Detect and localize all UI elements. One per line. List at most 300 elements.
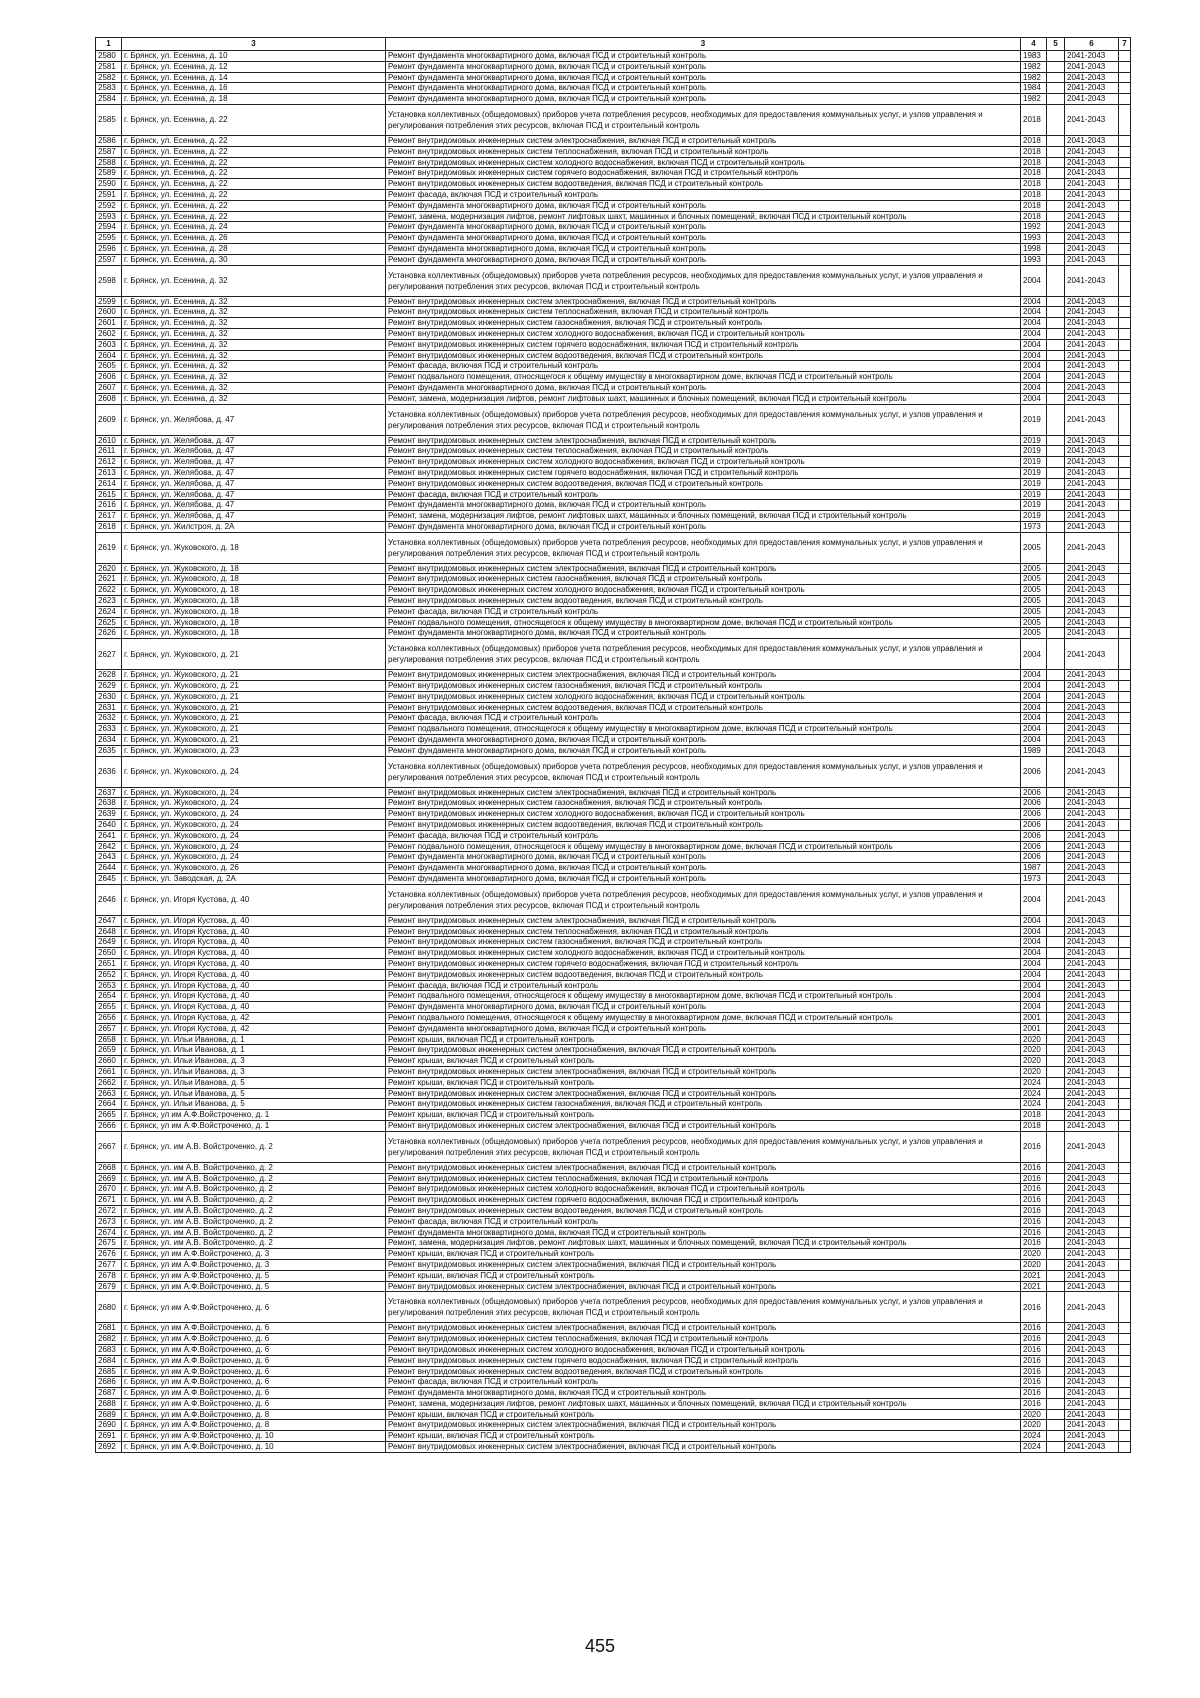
row-number-cell: 2581 (96, 61, 122, 72)
row-number-cell: 2639 (96, 809, 122, 820)
address-cell: г. Брянск, ул. Есенина, д. 22 (122, 104, 386, 135)
year-cell: 2016 (1021, 1173, 1047, 1184)
work-type-cell: Ремонт внутридомовых инженерных систем холодного водоснабжения, включая ПСД и строительный контроль (386, 809, 1021, 820)
col-7-cell (1119, 189, 1131, 200)
col-5-cell (1047, 1205, 1065, 1216)
year-cell: 2004 (1021, 382, 1047, 393)
address-cell: г. Брянск, ул. им А.В. Войстроченко, д. 2 (122, 1205, 386, 1216)
year-cell: 2016 (1021, 1377, 1047, 1388)
table-row (96, 863, 1131, 874)
year-cell: 1982 (1021, 94, 1047, 105)
year-cell: 2005 (1021, 606, 1047, 617)
address-cell: г. Брянск, ул. Есенина, д. 12 (122, 61, 386, 72)
work-type-cell: Ремонт внутридомовых инженерных систем холодного водоснабжения, включая ПСД и строительный контроль (386, 157, 1021, 168)
table-row (96, 1355, 1131, 1366)
col-7-cell (1119, 83, 1131, 94)
table-row (96, 478, 1131, 489)
period-cell: 2041-2043 (1065, 1034, 1119, 1045)
period-cell: 2041-2043 (1065, 574, 1119, 585)
address-cell: г. Брянск, ул. Желябова, д. 47 (122, 404, 386, 435)
period-cell: 2041-2043 (1065, 382, 1119, 393)
col-7-cell (1119, 724, 1131, 735)
col-7-cell (1119, 339, 1131, 350)
col-5-cell (1047, 393, 1065, 404)
year-cell: 2020 (1021, 1259, 1047, 1270)
address-cell: г. Брянск, ул. Жуковского, д. 18 (122, 596, 386, 607)
address-cell: г. Брянск, ул. Желябова, д. 47 (122, 489, 386, 500)
col-5-cell (1047, 991, 1065, 1002)
work-type-cell: Ремонт фасада, включая ПСД и строительный контроль (386, 980, 1021, 991)
period-cell: 2041-2043 (1065, 670, 1119, 681)
col-7-cell (1119, 1238, 1131, 1249)
period-cell: 2041-2043 (1065, 1162, 1119, 1173)
work-type-cell: Ремонт фундамента многоквартирного дома, включая ПСД и строительный контроль (386, 874, 1021, 885)
year-cell: 1984 (1021, 83, 1047, 94)
table-row (96, 884, 1131, 915)
row-number-cell: 2612 (96, 457, 122, 468)
row-number-cell: 2583 (96, 83, 122, 94)
col-7-cell (1119, 959, 1131, 970)
address-cell: г. Брянск, ул. Есенина, д. 22 (122, 211, 386, 222)
address-cell: г. Брянск, ул. Жуковского, д. 18 (122, 532, 386, 563)
address-cell: г. Брянск, ул. Есенина, д. 26 (122, 233, 386, 244)
col-7-cell (1119, 1388, 1131, 1399)
work-type-cell: Ремонт внутридомовых инженерных систем электроснабжения, включая ПСД и строительный контроль (386, 915, 1021, 926)
period-cell: 2041-2043 (1065, 265, 1119, 296)
address-cell: г. Брянск, ул. им А.В. Войстроченко, д. 2 (122, 1131, 386, 1162)
address-cell: г. Брянск, ул. Ильи Иванова, д. 1 (122, 1034, 386, 1045)
col-5-cell (1047, 830, 1065, 841)
work-type-cell: Ремонт внутридомовых инженерных систем горячего водоснабжения, включая ПСД и строительный контроль (386, 339, 1021, 350)
address-cell: г. Брянск, ул. Есенина, д. 32 (122, 382, 386, 393)
col-5-cell (1047, 926, 1065, 937)
period-cell: 2041-2043 (1065, 1110, 1119, 1121)
col-7-cell (1119, 691, 1131, 702)
col-5-cell (1047, 318, 1065, 329)
row-number-cell: 2593 (96, 211, 122, 222)
period-cell: 2041-2043 (1065, 713, 1119, 724)
row-number-cell: 2630 (96, 691, 122, 702)
col-7-cell (1119, 1292, 1131, 1323)
work-type-cell: Ремонт внутридомовых инженерных систем газоснабжения, включая ПСД и строительный контроль (386, 798, 1021, 809)
col-7-cell (1119, 787, 1131, 798)
col-7-cell (1119, 521, 1131, 532)
col-7-cell (1119, 1120, 1131, 1131)
col-5-cell (1047, 1023, 1065, 1034)
address-cell: г. Брянск, ул им А.Ф.Войстроченко, д. 8 (122, 1420, 386, 1431)
col-7-cell (1119, 222, 1131, 233)
table-row (96, 254, 1131, 265)
address-cell: г. Брянск, ул. Жуковского, д. 24 (122, 841, 386, 852)
address-cell: г. Брянск, ул. Жуковского, д. 18 (122, 574, 386, 585)
table-row (96, 787, 1131, 798)
period-cell: 2041-2043 (1065, 1088, 1119, 1099)
table-row (96, 1366, 1131, 1377)
col-5-cell (1047, 511, 1065, 522)
col-5-cell (1047, 874, 1065, 885)
row-number-cell: 2597 (96, 254, 122, 265)
col-7-cell (1119, 969, 1131, 980)
table-row (96, 585, 1131, 596)
table-row (96, 1205, 1131, 1216)
address-cell: г. Брянск, ул. Ильи Иванова, д. 5 (122, 1088, 386, 1099)
year-cell: 2004 (1021, 702, 1047, 713)
col-7-cell (1119, 980, 1131, 991)
address-cell: г. Брянск, ул. Желябова, д. 47 (122, 511, 386, 522)
address-cell: г. Брянск, ул. Жуковского, д. 21 (122, 735, 386, 746)
year-cell: 1973 (1021, 521, 1047, 532)
col-5-cell (1047, 1366, 1065, 1377)
row-number-cell: 2683 (96, 1344, 122, 1355)
address-cell: г. Брянск, ул. Жуковского, д. 24 (122, 820, 386, 831)
col-5-cell (1047, 585, 1065, 596)
table-row (96, 318, 1131, 329)
period-cell: 2041-2043 (1065, 532, 1119, 563)
work-type-cell: Ремонт внутридомовых инженерных систем электроснабжения, включая ПСД и строительный контроль (386, 563, 1021, 574)
period-cell: 2041-2043 (1065, 969, 1119, 980)
address-cell: г. Брянск, ул. им А.В. Войстроченко, д. 2 (122, 1227, 386, 1238)
row-number-cell: 2614 (96, 478, 122, 489)
row-number-cell: 2613 (96, 467, 122, 478)
table-row (96, 639, 1131, 670)
col-7-cell (1119, 1099, 1131, 1110)
work-type-cell: Ремонт внутридомовых инженерных систем электроснабжения, включая ПСД и строительный контроль (386, 787, 1021, 798)
table-row (96, 681, 1131, 692)
row-number-cell: 2616 (96, 500, 122, 511)
work-type-cell: Ремонт фундамента многоквартирного дома, включая ПСД и строительный контроль (386, 94, 1021, 105)
work-type-cell: Установка коллективных (общедомовых) приборов учета потребления ресурсов, необходимых для предоставления коммунальных услуг, и узлов управления и регулирования потребления этих ресурсов, включая ПСД и строительный контроль (386, 639, 1021, 670)
row-number-cell: 2657 (96, 1023, 122, 1034)
work-type-cell: Ремонт фундамента многоквартирного дома, включая ПСД и строительный контроль (386, 745, 1021, 756)
address-cell: г. Брянск, ул. Есенина, д. 10 (122, 51, 386, 62)
address-cell: г. Брянск, ул. Есенина, д. 22 (122, 135, 386, 146)
table-row (96, 1249, 1131, 1260)
col-5-cell (1047, 296, 1065, 307)
address-cell: г. Брянск, ул. Игоря Кустова, д. 40 (122, 884, 386, 915)
row-number-cell: 2586 (96, 135, 122, 146)
col-5-cell (1047, 1173, 1065, 1184)
year-cell: 2016 (1021, 1344, 1047, 1355)
period-cell: 2041-2043 (1065, 361, 1119, 372)
table-row (96, 596, 1131, 607)
period-cell: 2041-2043 (1065, 1173, 1119, 1184)
col-7-cell (1119, 61, 1131, 72)
year-cell: 2006 (1021, 756, 1047, 787)
period-cell: 2041-2043 (1065, 863, 1119, 874)
work-type-cell: Ремонт крыши, включая ПСД и строительный контроль (386, 1270, 1021, 1281)
table-row (96, 265, 1131, 296)
col-7-cell (1119, 1344, 1131, 1355)
address-cell: г. Брянск, ул. им А.В. Войстроченко, д. 2 (122, 1216, 386, 1227)
work-type-cell: Ремонт внутридомовых инженерных систем горячего водоснабжения, включая ПСД и строительный контроль (386, 959, 1021, 970)
work-type-cell: Ремонт крыши, включая ПСД и строительный контроль (386, 1409, 1021, 1420)
table-row (96, 1323, 1131, 1334)
work-type-cell: Ремонт внутридомовых инженерных систем горячего водоснабжения, включая ПСД и строительный контроль (386, 168, 1021, 179)
year-cell: 2005 (1021, 596, 1047, 607)
work-type-cell: Ремонт внутридомовых инженерных систем горячего водоснабжения, включая ПСД и строительный контроль (386, 467, 1021, 478)
table-row (96, 1409, 1131, 1420)
col-5-cell (1047, 404, 1065, 435)
table-row (96, 1077, 1131, 1088)
col-7-cell (1119, 489, 1131, 500)
work-type-cell: Ремонт фундамента многоквартирного дома, включая ПСД и строительный контроль (386, 72, 1021, 83)
work-type-cell: Ремонт внутридомовых инженерных систем холодного водоснабжения, включая ПСД и строительный контроль (386, 1184, 1021, 1195)
page-number: 455 (584, 1636, 616, 1656)
period-cell: 2041-2043 (1065, 1344, 1119, 1355)
period-cell: 2041-2043 (1065, 1259, 1119, 1270)
col-7-cell (1119, 798, 1131, 809)
row-number-cell: 2610 (96, 435, 122, 446)
address-cell: г. Брянск, ул. Жуковского, д. 21 (122, 691, 386, 702)
table-row (96, 1120, 1131, 1131)
period-cell: 2041-2043 (1065, 233, 1119, 244)
row-number-cell: 2679 (96, 1281, 122, 1292)
work-type-cell: Ремонт внутридомовых инженерных систем теплоснабжения, включая ПСД и строительный контроль (386, 1173, 1021, 1184)
table-row (96, 606, 1131, 617)
period-cell: 2041-2043 (1065, 1431, 1119, 1442)
row-number-cell: 2654 (96, 991, 122, 1002)
row-number-cell: 2611 (96, 446, 122, 457)
row-number-cell: 2628 (96, 670, 122, 681)
year-cell: 2001 (1021, 1023, 1047, 1034)
table-row (96, 1388, 1131, 1399)
col-7-cell (1119, 1366, 1131, 1377)
table-row (96, 948, 1131, 959)
col-5-cell (1047, 1398, 1065, 1409)
year-cell: 2004 (1021, 713, 1047, 724)
address-cell: г. Брянск, ул. Игоря Кустова, д. 42 (122, 1023, 386, 1034)
work-type-cell: Ремонт внутридомовых инженерных систем газоснабжения, включая ПСД и строительный контроль (386, 318, 1021, 329)
col-5-cell (1047, 382, 1065, 393)
row-number-cell: 2582 (96, 72, 122, 83)
period-cell: 2041-2043 (1065, 596, 1119, 607)
address-cell: г. Брянск, ул им А.Ф.Войстроченко, д. 5 (122, 1281, 386, 1292)
year-cell: 2004 (1021, 724, 1047, 735)
row-number-cell: 2624 (96, 606, 122, 617)
work-type-cell: Ремонт внутридомовых инженерных систем теплоснабжения, включая ПСД и строительный контроль (386, 446, 1021, 457)
row-number-cell: 2649 (96, 937, 122, 948)
year-cell: 2004 (1021, 884, 1047, 915)
address-cell: г. Брянск, ул им А.Ф.Войстроченко, д. 6 (122, 1292, 386, 1323)
work-type-cell: Ремонт фундамента многоквартирного дома, включая ПСД и строительный контроль (386, 521, 1021, 532)
header-cell: 7 (1119, 38, 1131, 51)
table-row (96, 670, 1131, 681)
period-cell: 2041-2043 (1065, 104, 1119, 135)
table-header (96, 38, 1131, 51)
year-cell: 2006 (1021, 809, 1047, 820)
work-type-cell: Ремонт внутридомовых инженерных систем электроснабжения, включая ПСД и строительный контроль (386, 1162, 1021, 1173)
table-row (96, 841, 1131, 852)
row-number-cell: 2681 (96, 1323, 122, 1334)
row-number-cell: 2664 (96, 1099, 122, 1110)
row-number-cell: 2637 (96, 787, 122, 798)
col-5-cell (1047, 809, 1065, 820)
col-5-cell (1047, 1344, 1065, 1355)
col-7-cell (1119, 1077, 1131, 1088)
year-cell: 2019 (1021, 435, 1047, 446)
work-type-cell: Ремонт фундамента многоквартирного дома, включая ПСД и строительный контроль (386, 222, 1021, 233)
col-7-cell (1119, 1012, 1131, 1023)
row-number-cell: 2632 (96, 713, 122, 724)
address-cell: г. Брянск, ул. Есенина, д. 32 (122, 307, 386, 318)
table-row (96, 233, 1131, 244)
row-number-cell: 2661 (96, 1066, 122, 1077)
row-number-cell: 2645 (96, 874, 122, 885)
row-number-cell: 2667 (96, 1131, 122, 1162)
row-number-cell: 2589 (96, 168, 122, 179)
col-5-cell (1047, 361, 1065, 372)
year-cell: 2016 (1021, 1355, 1047, 1366)
table-row (96, 1270, 1131, 1281)
col-7-cell (1119, 307, 1131, 318)
work-type-cell: Ремонт крыши, включая ПСД и строительный контроль (386, 1249, 1021, 1260)
period-cell: 2041-2043 (1065, 681, 1119, 692)
period-cell: 2041-2043 (1065, 617, 1119, 628)
row-number-cell: 2603 (96, 339, 122, 350)
work-type-cell: Ремонт подвального помещения, относящегося к общему имуществу в многоквартирном доме, включая ПСД и строительный контроль (386, 372, 1021, 383)
table-row (96, 617, 1131, 628)
row-number-cell: 2684 (96, 1355, 122, 1366)
col-5-cell (1047, 863, 1065, 874)
row-number-cell: 2602 (96, 328, 122, 339)
address-cell: г. Брянск, ул. Желябова, д. 47 (122, 446, 386, 457)
row-number-cell: 2587 (96, 146, 122, 157)
period-cell: 2041-2043 (1065, 1377, 1119, 1388)
work-type-cell: Ремонт фундамента многоквартирного дома, включая ПСД и строительный контроль (386, 500, 1021, 511)
address-cell: г. Брянск, ул. Есенина, д. 32 (122, 361, 386, 372)
row-number-cell: 2666 (96, 1120, 122, 1131)
work-type-cell: Ремонт фундамента многоквартирного дома, включая ПСД и строительный контроль (386, 1227, 1021, 1238)
period-cell: 2041-2043 (1065, 72, 1119, 83)
year-cell: 2018 (1021, 157, 1047, 168)
work-type-cell: Ремонт внутридомовых инженерных систем теплоснабжения, включая ПСД и строительный контроль (386, 1334, 1021, 1345)
row-number-cell: 2636 (96, 756, 122, 787)
address-cell: г. Брянск, ул. Желябова, д. 47 (122, 500, 386, 511)
col-7-cell (1119, 318, 1131, 329)
year-cell: 2018 (1021, 168, 1047, 179)
year-cell: 2021 (1021, 1270, 1047, 1281)
period-cell: 2041-2043 (1065, 146, 1119, 157)
period-cell: 2041-2043 (1065, 1205, 1119, 1216)
table-row (96, 135, 1131, 146)
year-cell: 2019 (1021, 478, 1047, 489)
work-type-cell: Ремонт внутридомовых инженерных систем холодного водоснабжения, включая ПСД и строительный контроль (386, 328, 1021, 339)
year-cell: 2019 (1021, 446, 1047, 457)
address-cell: г. Брянск, ул. Жуковского, д. 21 (122, 724, 386, 735)
row-number-cell: 2662 (96, 1077, 122, 1088)
address-cell: г. Брянск, ул. Жуковского, д. 24 (122, 830, 386, 841)
work-type-cell: Ремонт фундамента многоквартирного дома, включая ПСД и строительный контроль (386, 243, 1021, 254)
work-type-cell: Ремонт внутридомовых инженерных систем холодного водоснабжения, включая ПСД и строительный контроль (386, 585, 1021, 596)
col-5-cell (1047, 852, 1065, 863)
work-type-cell: Ремонт внутридомовых инженерных систем электроснабжения, включая ПСД и строительный контроль (386, 296, 1021, 307)
work-type-cell: Ремонт внутридомовых инженерных систем водоотведения, включая ПСД и строительный контроль (386, 820, 1021, 831)
year-cell: 2024 (1021, 1431, 1047, 1442)
row-number-cell: 2688 (96, 1398, 122, 1409)
col-7-cell (1119, 393, 1131, 404)
table-row (96, 574, 1131, 585)
work-type-cell: Ремонт внутридомовых инженерных систем водоотведения, включая ПСД и строительный контроль (386, 1366, 1021, 1377)
period-cell: 2041-2043 (1065, 94, 1119, 105)
table-row (96, 157, 1131, 168)
period-cell: 2041-2043 (1065, 467, 1119, 478)
table-row (96, 393, 1131, 404)
row-number-cell: 2640 (96, 820, 122, 831)
address-cell: г. Брянск, ул. Есенина, д. 32 (122, 339, 386, 350)
year-cell: 2005 (1021, 617, 1047, 628)
year-cell: 2006 (1021, 798, 1047, 809)
col-5-cell (1047, 884, 1065, 915)
year-cell: 2019 (1021, 489, 1047, 500)
address-cell: г. Брянск, ул им А.Ф.Войстроченко, д. 8 (122, 1409, 386, 1420)
work-type-cell: Ремонт внутридомовых инженерных систем электроснабжения, включая ПСД и строительный контроль (386, 435, 1021, 446)
address-cell: г. Брянск, ул им А.Ф.Войстроченко, д. 6 (122, 1366, 386, 1377)
year-cell: 2024 (1021, 1077, 1047, 1088)
table-row (96, 756, 1131, 787)
period-cell: 2041-2043 (1065, 735, 1119, 746)
address-cell: г. Брянск, ул. им А.В. Войстроченко, д. 2 (122, 1184, 386, 1195)
year-cell: 2016 (1021, 1162, 1047, 1173)
col-7-cell (1119, 639, 1131, 670)
col-5-cell (1047, 1012, 1065, 1023)
year-cell: 2019 (1021, 500, 1047, 511)
year-cell: 2019 (1021, 457, 1047, 468)
col-7-cell (1119, 745, 1131, 756)
row-number-cell: 2680 (96, 1292, 122, 1323)
period-cell: 2041-2043 (1065, 404, 1119, 435)
row-number-cell: 2609 (96, 404, 122, 435)
address-cell: г. Брянск, ул. Ильи Иванова, д. 3 (122, 1056, 386, 1067)
row-number-cell: 2677 (96, 1259, 122, 1270)
work-type-cell: Ремонт внутридомовых инженерных систем газоснабжения, включая ПСД и строительный контроль (386, 937, 1021, 948)
col-5-cell (1047, 1442, 1065, 1453)
year-cell: 2016 (1021, 1388, 1047, 1399)
table-row (96, 372, 1131, 383)
table-row (96, 1173, 1131, 1184)
address-cell: г. Брянск, ул. Есенина, д. 28 (122, 243, 386, 254)
col-5-cell (1047, 574, 1065, 585)
year-cell: 2004 (1021, 670, 1047, 681)
col-7-cell (1119, 478, 1131, 489)
address-cell: г. Брянск, ул. Жуковского, д. 24 (122, 787, 386, 798)
col-7-cell (1119, 1173, 1131, 1184)
row-number-cell: 2655 (96, 1002, 122, 1013)
table-row (96, 296, 1131, 307)
col-7-cell (1119, 596, 1131, 607)
row-number-cell: 2634 (96, 735, 122, 746)
row-number-cell: 2642 (96, 841, 122, 852)
col-7-cell (1119, 681, 1131, 692)
year-cell: 2018 (1021, 189, 1047, 200)
col-5-cell (1047, 1110, 1065, 1121)
table-row (96, 532, 1131, 563)
row-number-cell: 2656 (96, 1012, 122, 1023)
col-5-cell (1047, 596, 1065, 607)
year-cell: 2001 (1021, 1012, 1047, 1023)
work-type-cell: Ремонт, замена, модернизация лифтов, ремонт лифтовых шахт, машинных и блочных помещений, включая ПСД и строительный контроль (386, 1238, 1021, 1249)
row-number-cell: 2605 (96, 361, 122, 372)
period-cell: 2041-2043 (1065, 243, 1119, 254)
year-cell: 2004 (1021, 691, 1047, 702)
col-5-cell (1047, 1270, 1065, 1281)
col-5-cell (1047, 1099, 1065, 1110)
row-number-cell: 2619 (96, 532, 122, 563)
period-cell: 2041-2043 (1065, 61, 1119, 72)
table-row (96, 1034, 1131, 1045)
col-5-cell (1047, 1162, 1065, 1173)
col-7-cell (1119, 585, 1131, 596)
row-number-cell: 2600 (96, 307, 122, 318)
